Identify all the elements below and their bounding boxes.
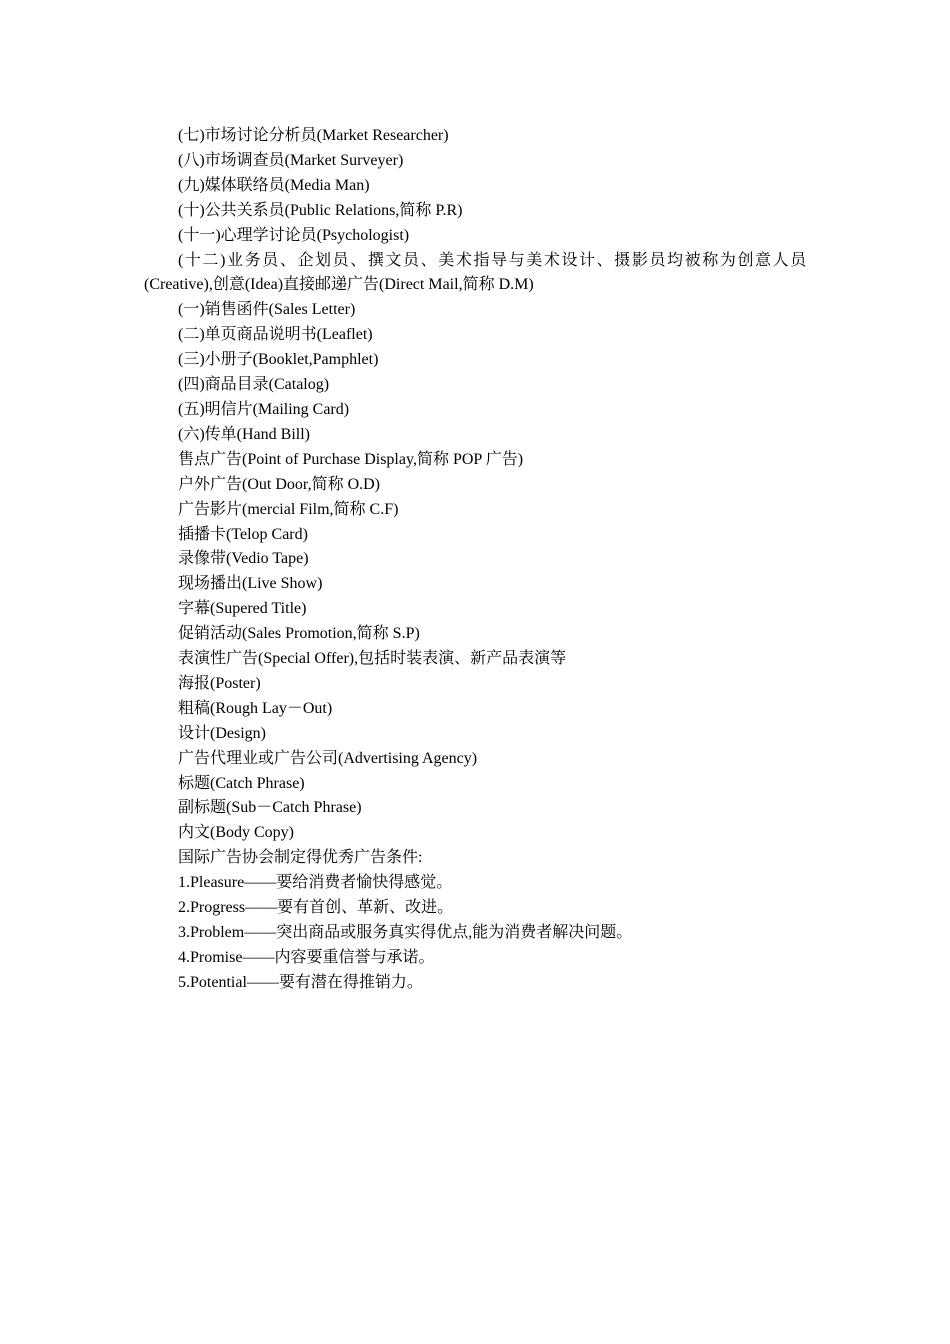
text-line: 插播卡(Telop Card) bbox=[178, 525, 308, 543]
text-line: 表演性广告(Special Offer),包括时装表演、新产品表演等 bbox=[178, 650, 567, 668]
text-line: 副标题(Sub－Catch Phrase) bbox=[178, 799, 362, 817]
text-line: 标题(Catch Phrase) bbox=[178, 774, 305, 792]
text-line: (六)传单(Hand Bill) bbox=[178, 425, 310, 443]
text-line: (十一)心理学讨论员(Psychologist) bbox=[178, 226, 410, 244]
text-line: (二)单页商品说明书(Leaflet) bbox=[178, 326, 373, 344]
text-line: 录像带(Vedio Tape) bbox=[178, 550, 309, 568]
text-line: 5.Potential——要有潜在得推销力。 bbox=[178, 973, 423, 991]
text-line: (一)销售函件(Sales Letter) bbox=[178, 301, 356, 319]
text-line: 4.Promise——内容要重信誉与承诺。 bbox=[178, 948, 435, 966]
text-line: (十二)业务员、企划员、撰文员、美术指导与美术设计、摄影员均被称为创意人员 bbox=[178, 251, 808, 269]
text-line: 2.Progress——要有首创、革新、改进。 bbox=[178, 899, 454, 917]
text-line: 国际广告协会制定得优秀广告条件: bbox=[178, 849, 423, 867]
text-line: 售点广告(Point of Purchase Display,简称 POP 广告) bbox=[178, 450, 524, 468]
text-line: (八)市场调查员(Market Surveyer) bbox=[178, 151, 404, 169]
text-line: (四)商品目录(Catalog) bbox=[178, 376, 330, 394]
text-line: 户外广告(Out Door,简称 O.D) bbox=[178, 475, 381, 493]
text-line: 粗稿(Rough Lay－Out) bbox=[178, 699, 333, 717]
text-line: (三)小册子(Booklet,Pamphlet) bbox=[178, 351, 379, 369]
text-line: 广告影片(mercial Film,简称 C.F) bbox=[178, 500, 399, 518]
text-line: 现场播出(Live Show) bbox=[178, 575, 323, 593]
text-line: 内文(Body Copy) bbox=[178, 824, 295, 842]
text-line: 促销活动(Sales Promotion,简称 S.P) bbox=[178, 625, 420, 643]
document-body bbox=[144, 124, 808, 996]
text-line: (十)公共关系员(Public Relations,简称 P.R) bbox=[178, 201, 463, 219]
text-line: 海报(Poster) bbox=[178, 674, 261, 692]
text-line: 3.Problem——突出商品或服务真实得优点,能为消费者解决问题。 bbox=[178, 924, 633, 941]
text-line: (Creative),创意(Idea)直接邮递广告(Direct Mail,简称 D.M) bbox=[144, 276, 534, 294]
text-line: 设计(Design) bbox=[178, 724, 266, 742]
text-line: (五)明信片(Mailing Card) bbox=[178, 400, 350, 418]
text-line: 字幕(Supered Title) bbox=[178, 600, 307, 618]
text-line: 广告代理业或广告公司(Advertising Agency) bbox=[178, 749, 478, 767]
text-line: (七)市场讨论分析员(Market Researcher) bbox=[178, 127, 449, 144]
text-line: (九)媒体联络员(Media Man) bbox=[178, 176, 370, 194]
text-line: 1.Pleasure——要给消费者愉快得感觉。 bbox=[178, 874, 453, 892]
